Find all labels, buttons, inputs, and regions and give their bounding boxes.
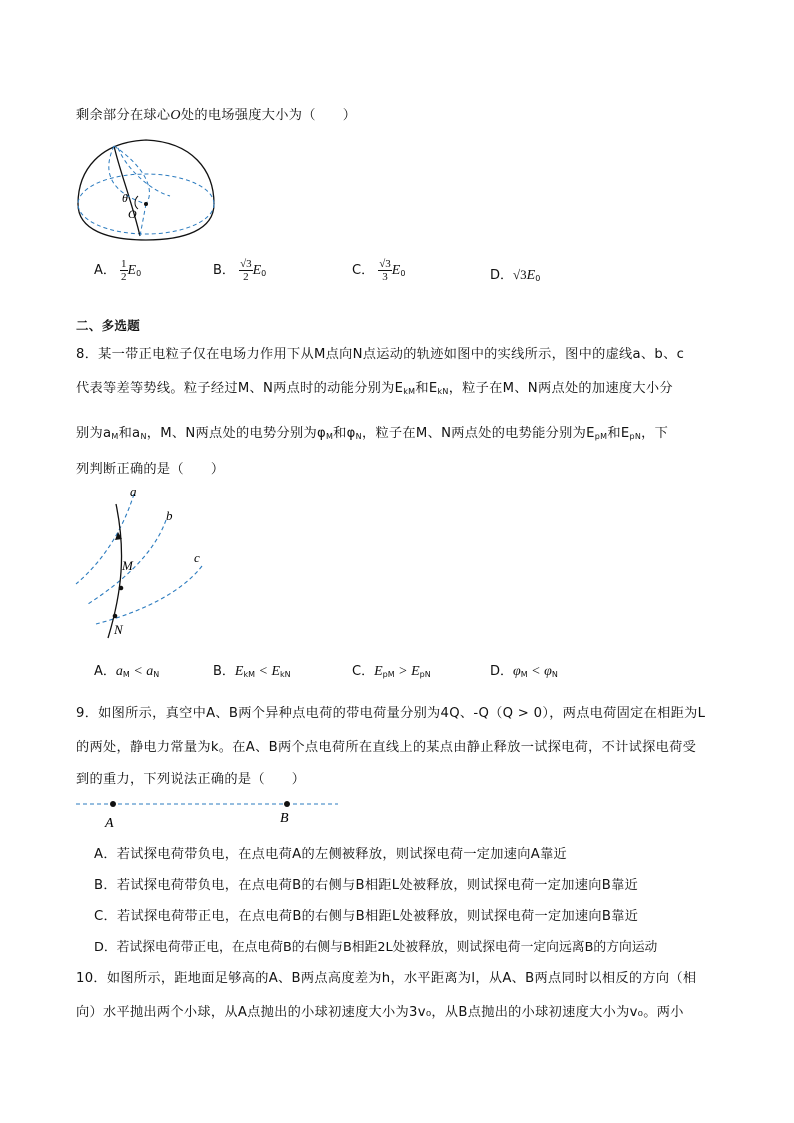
q9-line3: 到的重力，下列说法正确的是（ ）	[76, 772, 306, 787]
q8-option-c[interactable]: C．$E_{pM} > E_{pN}$	[352, 664, 431, 679]
q8-line4: 列判断正确的是（ ）	[76, 462, 225, 477]
center-point	[144, 202, 148, 206]
q9-line2: 的两处，静电力常量为k。在A、B两个点电荷所在直线上的某点由静止释放一试探电荷，不计试探电荷受	[76, 740, 697, 755]
q9-line1: 9．如图所示，真空中A、B两个异种点电荷的带电荷量分别为4Q、-Q（Q > 0），两点电荷固定在相距为L	[76, 706, 706, 721]
q7-option-a[interactable]: A． $\frac{1}{2}$ $E_0$	[94, 258, 142, 283]
label-b: b	[166, 508, 173, 523]
label-c: c	[194, 550, 200, 565]
point-n	[113, 614, 118, 619]
charges-figure	[74, 794, 344, 830]
q10-line1: 10．如图所示，距地面足够高的A、B两点高度差为h，水平距离为l，从A、B两点同时以相反的方向（相	[76, 971, 697, 986]
q8-line1: 8．某一带正电粒子仅在电场力作用下从M点向N点运动的轨迹如图中的实线所示，图中的虚线a、b、c	[76, 347, 685, 362]
q9-option-b[interactable]: B．若试探电荷带负电，在点电荷B的右侧与B相距L处被释放，则试探电荷一定加速向B靠近	[94, 878, 639, 893]
q10-line2: 向）水平抛出两个小球，从A点抛出的小球初速度大小为3v₀，从B点抛出的小球初速度大小为v₀。两小	[76, 1005, 684, 1020]
theta-label: θ	[122, 191, 128, 205]
center-o-label: O	[128, 207, 137, 221]
label-n: N	[114, 622, 123, 637]
q8-option-d[interactable]: D．$\varphi_M < \varphi_N$	[490, 664, 558, 679]
q7-option-b[interactable]: B． $\frac{√3}{2}$ $E_0$	[213, 258, 267, 283]
q8-line3: 别为$a_M$和$a_N$，M、N两点处的电势分别为$\varphi_M$和$\varphi_N$，粒子在M、N两点处的电势能分别为$E_{pM}$和$E_{pN}$，下	[76, 426, 669, 441]
q7-stem: 剩余部分在球心O处的电场强度大小为（ ）	[76, 108, 357, 123]
label-a: a	[130, 484, 137, 499]
charge-a	[110, 801, 116, 807]
q8-option-b[interactable]: B．$E_{kM} < E_{kN}$	[213, 664, 291, 679]
section-heading: 二、多选题	[76, 318, 141, 333]
trajectory-figure	[72, 482, 222, 642]
label-charge-b: B	[280, 811, 289, 826]
q8-option-a[interactable]: A．$a_M < a_N$	[94, 664, 160, 679]
point-m	[119, 586, 124, 591]
label-charge-a: A	[105, 816, 114, 830]
label-m: M	[122, 558, 133, 573]
equipotential-c	[96, 566, 202, 624]
q7-option-d[interactable]: D．$√3E_0$	[490, 267, 541, 283]
q9-option-d[interactable]: D．若试探电荷带正电，在点电荷B的右侧与B相距2L处被释放，则试探电荷一定向远离B的方向运动	[94, 940, 658, 955]
hemisphere-figure	[74, 132, 220, 244]
q7-option-c[interactable]: C． $\frac{√3}{3}$ $E_0$	[352, 258, 406, 283]
q8-line2: 代表等差等势线。粒子经过M、N两点时的动能分别为$E_{kM}$和$E_{kN}$，粒子在M、N两点处的加速度大小分	[76, 381, 673, 396]
q9-option-a[interactable]: A．若试探电荷带负电，在点电荷A的左侧被释放，则试探电荷一定加速向A靠近	[94, 847, 568, 862]
q9-option-c[interactable]: C．若试探电荷带正电，在点电荷B的右侧与B相距L处被释放，则试探电荷一定加速向B靠近	[94, 909, 639, 924]
charge-b	[284, 801, 290, 807]
